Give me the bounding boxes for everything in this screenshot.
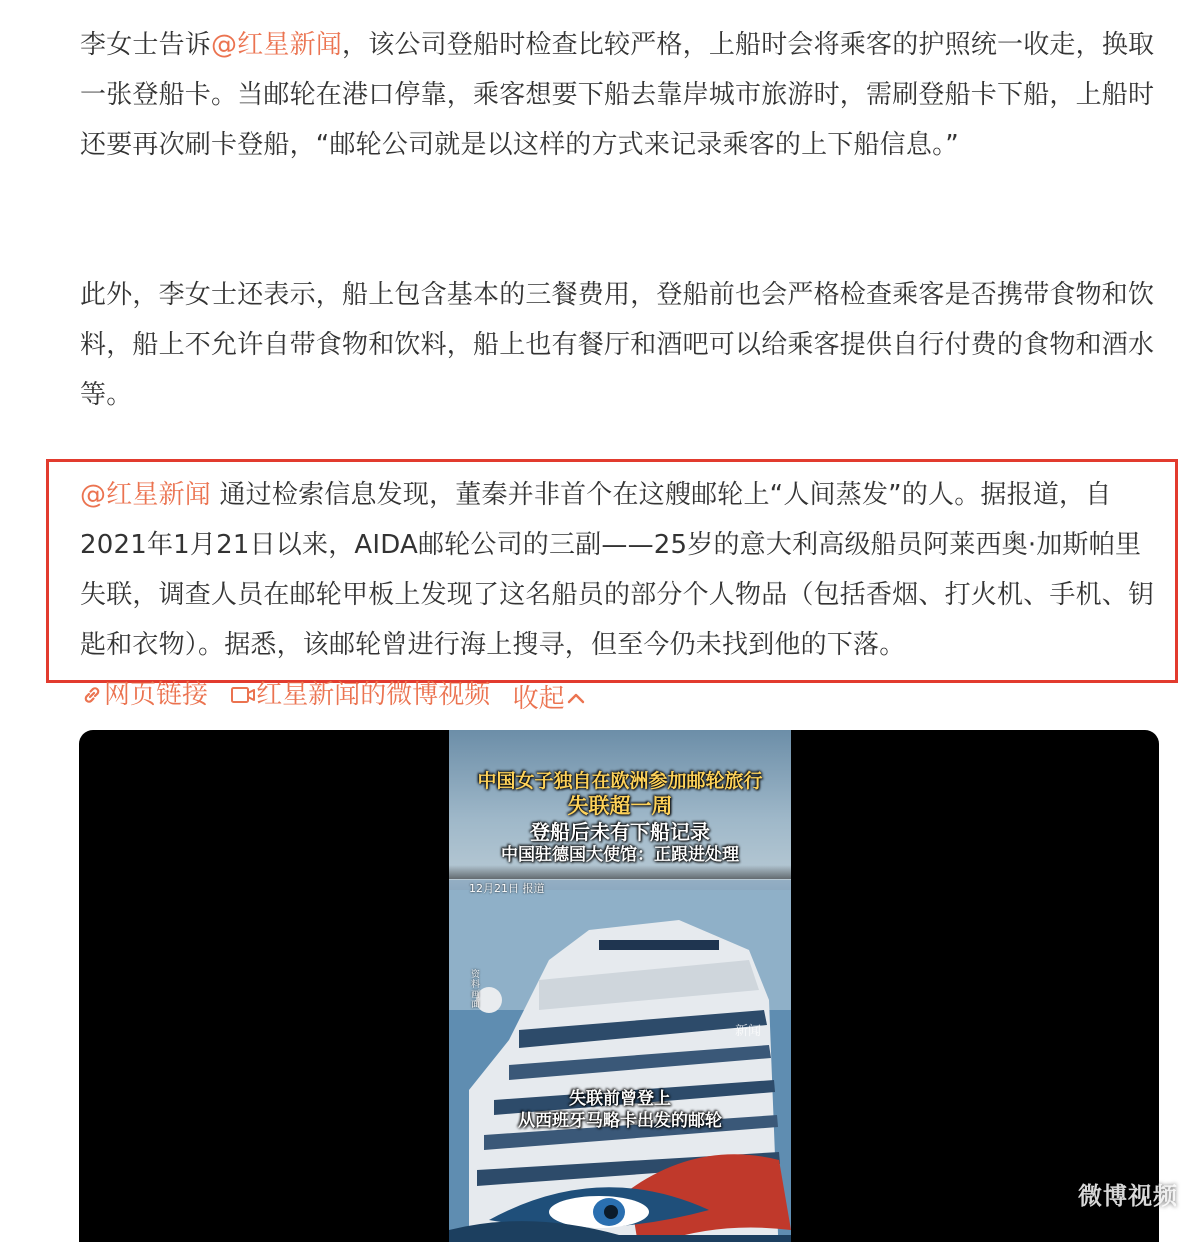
report-date-label: 12月21日 报道	[469, 882, 545, 895]
video-link-label: 红星新闻的微博视频	[256, 680, 491, 710]
chevron-up-icon	[565, 688, 587, 710]
video-link[interactable]	[230, 672, 490, 718]
video-title-line-3: 登船后未有下船记录	[530, 820, 710, 844]
video-icon	[230, 683, 256, 707]
web-link[interactable]	[80, 672, 208, 718]
video-title-line-1: 中国女子独自在欧洲参加邮轮旅行	[477, 770, 763, 792]
article-link-row	[80, 672, 601, 718]
news-brand-mark: 新闻	[735, 1024, 762, 1039]
video-title-line-2: 失联超一周	[567, 794, 673, 818]
paragraph-text: 通过检索信息发现，董秦并非首个在这艘邮轮上“人间蒸发”的人。据报道，自2021年1月21日以来，AIDA邮轮公司的三副——25岁的意大利高级船员阿莱西奥·加斯帕里失联，调查人员在邮轮甲板上发现了这名船员的部分个人物品（包括香烟、打火机、手机、钥匙和衣物）。据悉，该邮轮曾进行海上搜寻，但至今仍未找到他的下落。	[80, 480, 1155, 660]
article-paragraph-3	[80, 470, 1160, 670]
video-title-line-4: 中国驻德国大使馆：正跟进处理	[501, 845, 739, 865]
collapse-button[interactable]	[513, 676, 587, 722]
video-caption-line-1: 失联前曾登上	[569, 1089, 671, 1109]
web-link-label: 网页链接	[104, 680, 209, 710]
video-caption-line-2: 从西班牙马略卡出发的邮轮	[518, 1111, 722, 1131]
collapse-label: 收起	[512, 684, 565, 714]
archive-footage-label: 资料画面	[471, 970, 481, 1010]
link-icon	[80, 683, 104, 707]
mention-link-hongxing[interactable]: @红星新闻	[80, 480, 212, 510]
paragraph-text: 此外，李女士还表示，船上包含基本的三餐费用，登船前也会严格检查乘客是否携带食物和饮料，船上不允许自带食物和饮料，船上也有餐厅和酒吧可以给乘客提供自行付费的食物和酒水等。	[80, 280, 1155, 410]
cruise-ship-illustration	[449, 890, 791, 1242]
article-paragraph-1	[80, 20, 1160, 170]
weibo-video-watermark: 微博视频	[1078, 1182, 1178, 1210]
paragraph-text: 李女士告诉	[80, 30, 212, 60]
video-frame	[449, 730, 791, 1242]
video-player[interactable]	[79, 730, 1159, 1242]
article-paragraph-2	[80, 270, 1160, 420]
video-divider	[449, 865, 791, 879]
mention-link-hongxing[interactable]: @红星新闻	[211, 30, 343, 60]
paragraph-text: ，该公司登船时检查比较严格，上船时会将乘客的护照统一收走，换取一张登船卡。当邮轮在港口停靠，乘客想要下船去靠岸城市旅游时，需刷登船卡下船，上船时还要再次刷卡登船，“邮轮公司就是以这样的方式来记录乘客的上下船信息。”	[80, 30, 1155, 160]
